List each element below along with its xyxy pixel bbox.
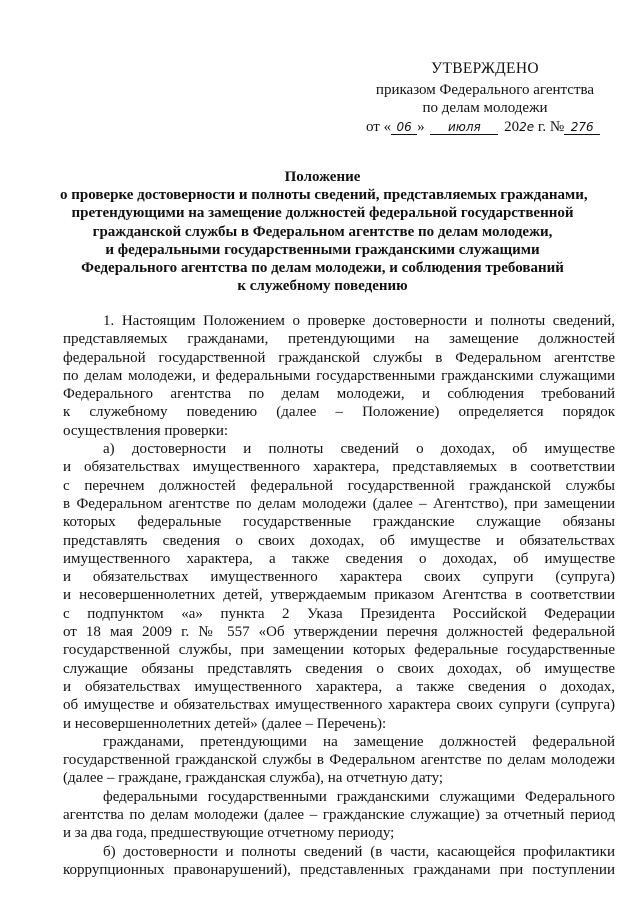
body-line: в Федеральном агентстве по делам молодежи (далее – Агентство), при замещении bbox=[63, 495, 615, 512]
body-line: и обязательствах имущественного характера своих супруги (супруга) bbox=[63, 569, 615, 586]
body-line: которых федеральные государственные гражданские служащие обязаны bbox=[63, 514, 615, 531]
body-line: представляемых гражданами, претендующими на замещение должностей bbox=[63, 331, 615, 348]
body-line: имущественного характера, а также сведения о доходах, об имуществе bbox=[63, 550, 615, 567]
body-line: государственной службы, при замещении которых федеральные государственные bbox=[63, 642, 615, 659]
body-line: (далее – граждане, гражданская служба), на отчетную дату; bbox=[63, 770, 444, 787]
body-line: по делам молодежи, и федеральными государственными гражданскими служащими bbox=[63, 367, 615, 384]
body-line: от 18 мая 2009 г. № 557 «Об утверждении перечня должностей федеральной bbox=[63, 624, 615, 641]
body-line: 1. Настоящим Положением о проверке достоверности и полноты сведений, bbox=[103, 313, 615, 329]
title-line: гражданской службы в Федеральном агентстве по делам молодежи, bbox=[92, 223, 553, 240]
title-line: претендующими на замещение должностей федеральной государственной bbox=[71, 205, 574, 222]
document-title bbox=[60, 168, 588, 295]
body-line: и несовершеннолетних детей» (далее – Перечень): bbox=[63, 715, 387, 732]
body-line: коррупционных правонарушений), представленных гражданами при поступлении bbox=[63, 861, 615, 878]
year-prefix: 20 bbox=[504, 118, 520, 135]
date-from-label: от « bbox=[366, 118, 392, 135]
handwritten-month: июля bbox=[430, 120, 498, 135]
body-line: с подпунктом «а» пункта 2 Указа Президента Российской Федерации bbox=[63, 605, 615, 622]
body-line: об имуществе и обязательствах имущественного характера своих супруги (супруга) bbox=[63, 697, 615, 714]
date-close-quote: » bbox=[417, 118, 425, 135]
body-line: государственной гражданской службы в Федеральном агентстве по делам молодежи bbox=[63, 752, 615, 769]
body-line: федеральной государственной гражданской службы в Федеральном агентстве bbox=[63, 349, 615, 366]
order-number-label: г. № bbox=[537, 118, 565, 135]
body-line: и обязательствах имущественного характера, представляемых в соответствии bbox=[63, 459, 615, 476]
approval-agency-line: по делам молодежи bbox=[422, 100, 548, 116]
body-line: служащие обязаны представлять сведения о своих доходах, об имуществе bbox=[63, 660, 615, 677]
title-line: Положение bbox=[284, 169, 361, 185]
body-line: гражданами, претендующими на замещение должностей федеральной bbox=[103, 733, 615, 750]
title-line: о проверке достоверности и полноты сведений, представляемых гражданами, bbox=[60, 187, 588, 204]
body-line: и обязательствах имущественного характера, а также сведения о доходах, bbox=[63, 678, 615, 695]
title-line: и федеральными государственными гражданскими служащими bbox=[105, 241, 540, 258]
approval-date-line bbox=[360, 118, 610, 137]
title-line: к служебному поведению bbox=[237, 278, 408, 295]
handwritten-order-number: 276 bbox=[564, 120, 600, 135]
title-line: Федерального агентства по делам молодежи, и соблюдения требований bbox=[81, 260, 564, 277]
handwritten-day: 06 bbox=[391, 120, 417, 135]
approval-order-line: приказом Федерального агентства bbox=[375, 81, 595, 98]
body-line: к служебному поведению (далее – Положение) определяется порядок bbox=[63, 404, 615, 421]
body-line: федеральными государственными гражданскими служащими Федерального bbox=[103, 788, 615, 805]
body-line: а) достоверности и полноты сведений о доходах, об имуществе bbox=[103, 441, 615, 458]
body-line: осуществления проверки: bbox=[63, 422, 229, 439]
body-line: с перечнем должностей федеральной государственной гражданской службы bbox=[63, 477, 615, 494]
body-line: и за два года, предшествующие отчетному периоду; bbox=[63, 825, 395, 842]
body-line: представлять сведения о своих доходах, об имуществе и обязательствах bbox=[63, 532, 615, 549]
body-line: и несовершеннолетних детей, утверждаемым приказом Агентства в соответствии bbox=[63, 587, 615, 604]
body-line: б) достоверности и полноты сведений (в части, касающейся профилактики bbox=[103, 843, 615, 860]
document-body bbox=[63, 312, 615, 879]
approved-heading: УТВЕРЖДЕНО bbox=[431, 60, 539, 77]
handwritten-year: 2е bbox=[519, 119, 535, 134]
approval-stamp bbox=[360, 60, 610, 136]
body-line: агентства по делам молодежи (далее – гражданские служащие) за отчетный период bbox=[63, 807, 615, 824]
body-line: Федерального агентства по делам молодежи, и соблюдения требований bbox=[63, 386, 615, 403]
